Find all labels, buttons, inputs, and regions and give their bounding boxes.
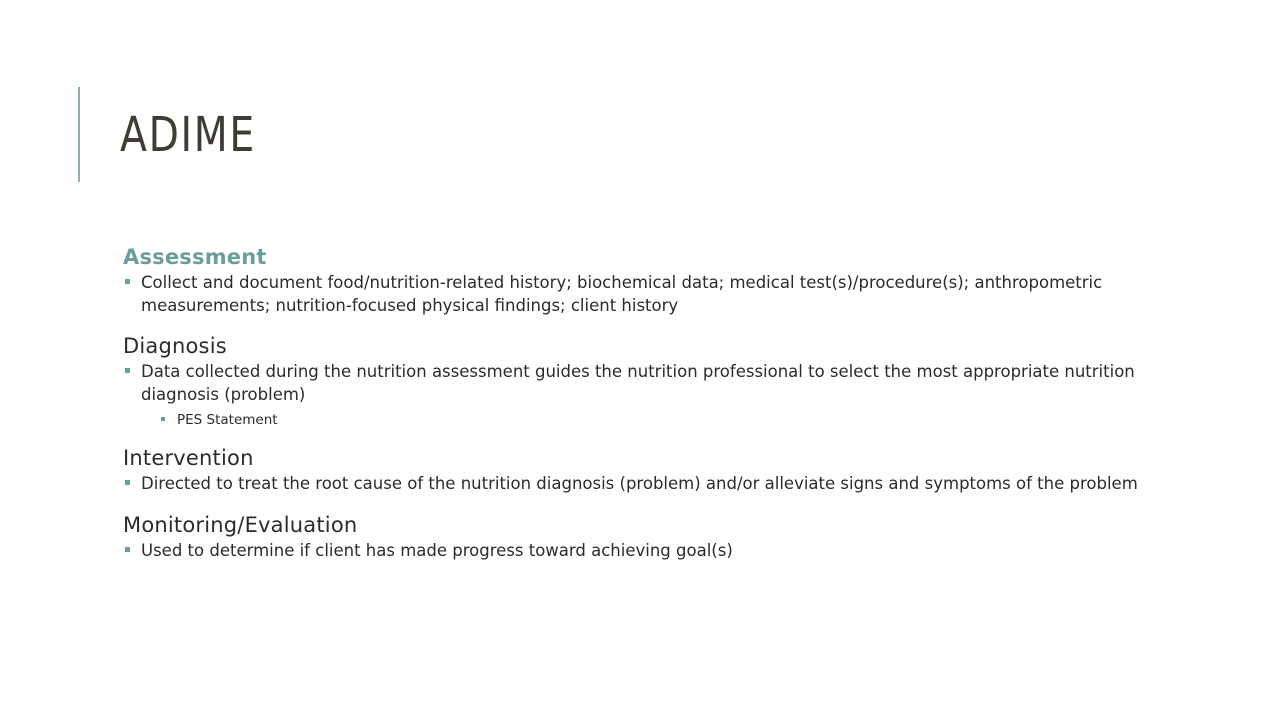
square-bullet-icon xyxy=(125,547,130,552)
square-bullet-icon xyxy=(125,368,130,373)
bullet-text: Collect and document food/nutrition-related history; biochemical data; medical test(s)/procedure(s); anthropometric measurements; nutrition-focused physical findings; client history xyxy=(141,273,1103,315)
section-assessment xyxy=(123,243,1203,317)
section-heading-diagnosis: Diagnosis xyxy=(123,334,227,358)
square-bullet-icon xyxy=(125,279,130,284)
bullet-list xyxy=(123,360,1203,430)
sub-bullet-text: PES Statement xyxy=(177,412,278,428)
bullet-list xyxy=(123,539,1203,562)
square-bullet-icon xyxy=(161,417,165,421)
sub-bullet-item xyxy=(159,410,1203,430)
slide-title: ADIME xyxy=(120,107,256,163)
section-monitoring-evaluation xyxy=(123,511,1203,562)
bullet-item xyxy=(123,360,1203,430)
section-heading-intervention: Intervention xyxy=(123,446,254,470)
section-heading-monitoring-evaluation: Monitoring/Evaluation xyxy=(123,513,358,537)
sub-bullet-list xyxy=(141,410,1203,430)
bullet-text: Used to determine if client has made progress toward achieving goal(s) xyxy=(141,541,733,560)
bullet-item xyxy=(123,472,1203,495)
bullet-text: Data collected during the nutrition assessment guides the nutrition professional to select the most appropriate nutrition diagnosis (problem) xyxy=(141,362,1135,404)
bullet-list xyxy=(123,472,1203,495)
section-intervention xyxy=(123,444,1203,495)
bullet-text: Directed to treat the root cause of the nutrition diagnosis (problem) and/or alleviate signs and symptoms of the problem xyxy=(141,474,1138,493)
bullet-item xyxy=(123,539,1203,562)
square-bullet-icon xyxy=(125,480,130,485)
slide-content xyxy=(123,243,1203,562)
bullet-list xyxy=(123,271,1203,317)
section-heading-assessment: Assessment xyxy=(123,245,267,269)
title-accent-bar xyxy=(78,87,80,182)
bullet-item xyxy=(123,271,1203,317)
section-diagnosis xyxy=(123,332,1203,430)
